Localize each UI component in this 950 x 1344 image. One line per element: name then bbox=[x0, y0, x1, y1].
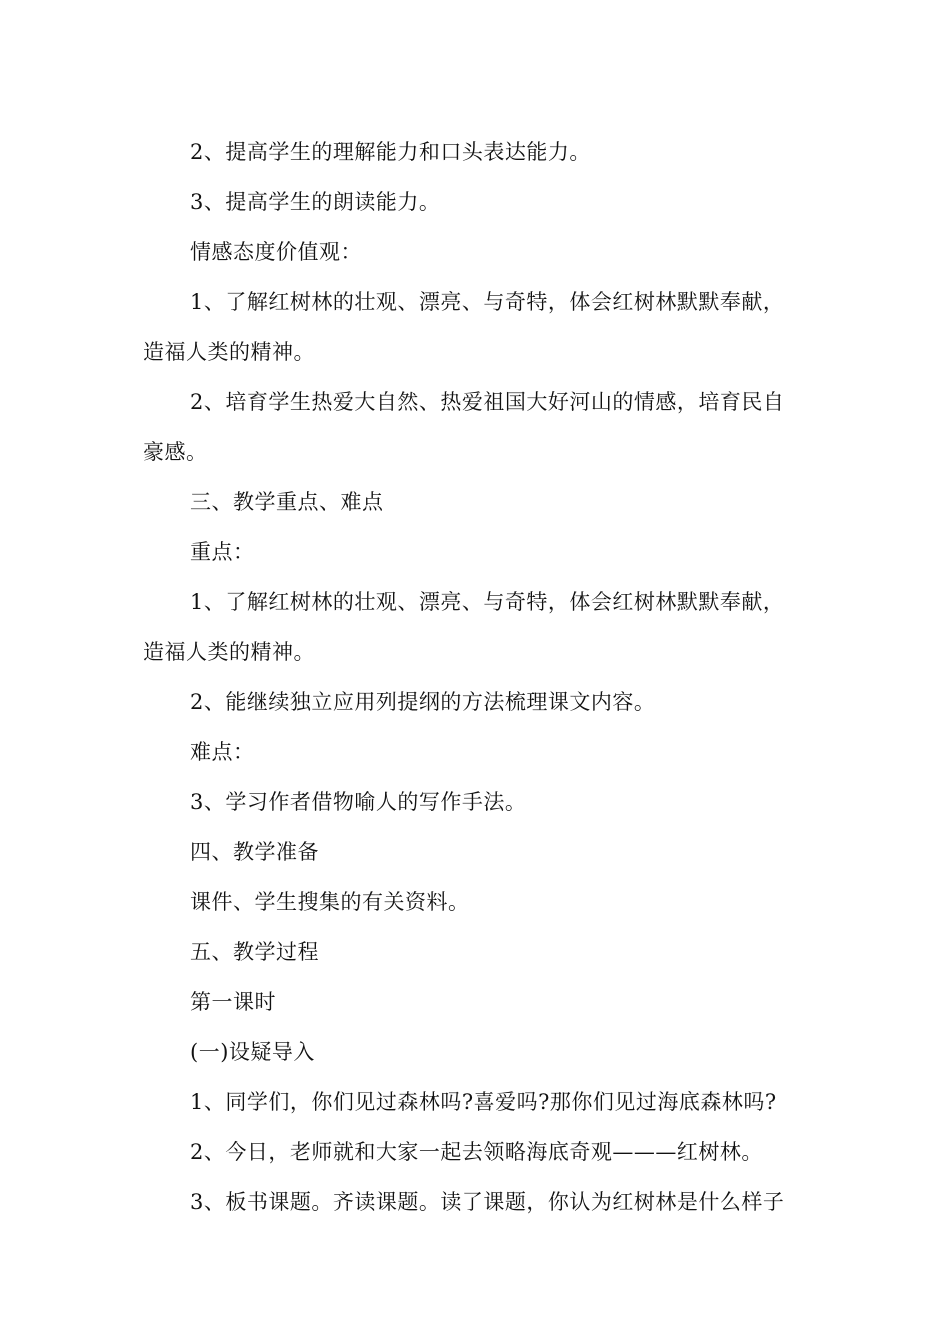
text-line: 1、同学们，你们见过森林吗?喜爱吗?那你们见过海底森林吗? bbox=[190, 1090, 777, 1114]
text-line: 2、今日，老师就和大家一起去领略海底奇观———红树林。 bbox=[190, 1140, 763, 1164]
section-heading: 难点： bbox=[190, 740, 255, 764]
section-heading: (一)设疑导入 bbox=[190, 1040, 315, 1064]
section-heading: 重点： bbox=[190, 540, 255, 564]
section-heading: 四、教学准备 bbox=[190, 840, 319, 864]
text-line: 2、能继续独立应用列提纲的方法梳理课文内容。 bbox=[190, 690, 656, 714]
text-line: 造福人类的精神。 bbox=[143, 340, 315, 364]
text-line: 2、提高学生的理解能力和口头表达能力。 bbox=[190, 140, 591, 164]
text-line: 2、培育学生热爱大自然、热爱祖国大好河山的情感，培育民自 bbox=[190, 390, 785, 414]
text-line: 3、学习作者借物喻人的写作手法。 bbox=[190, 790, 527, 814]
text-line: 豪感。 bbox=[143, 440, 208, 464]
text-line: 1、了解红树林的壮观、漂亮、与奇特，体会红树林默默奉献， bbox=[190, 590, 785, 614]
text-line: 1、了解红树林的壮观、漂亮、与奇特，体会红树林默默奉献， bbox=[190, 290, 785, 314]
text-line: 3、提高学生的朗读能力。 bbox=[190, 190, 441, 214]
section-heading: 三、教学重点、难点 bbox=[190, 490, 384, 514]
section-heading: 五、教学过程 bbox=[190, 940, 319, 964]
text-line: 课件、学生搜集的有关资料。 bbox=[190, 890, 470, 914]
section-heading: 情感态度价值观： bbox=[190, 240, 362, 264]
text-line: 3、板书课题。齐读课题。读了课题，你认为红树林是什么样子 bbox=[190, 1190, 785, 1214]
section-heading: 第一课时 bbox=[190, 990, 276, 1014]
text-line: 造福人类的精神。 bbox=[143, 640, 315, 664]
